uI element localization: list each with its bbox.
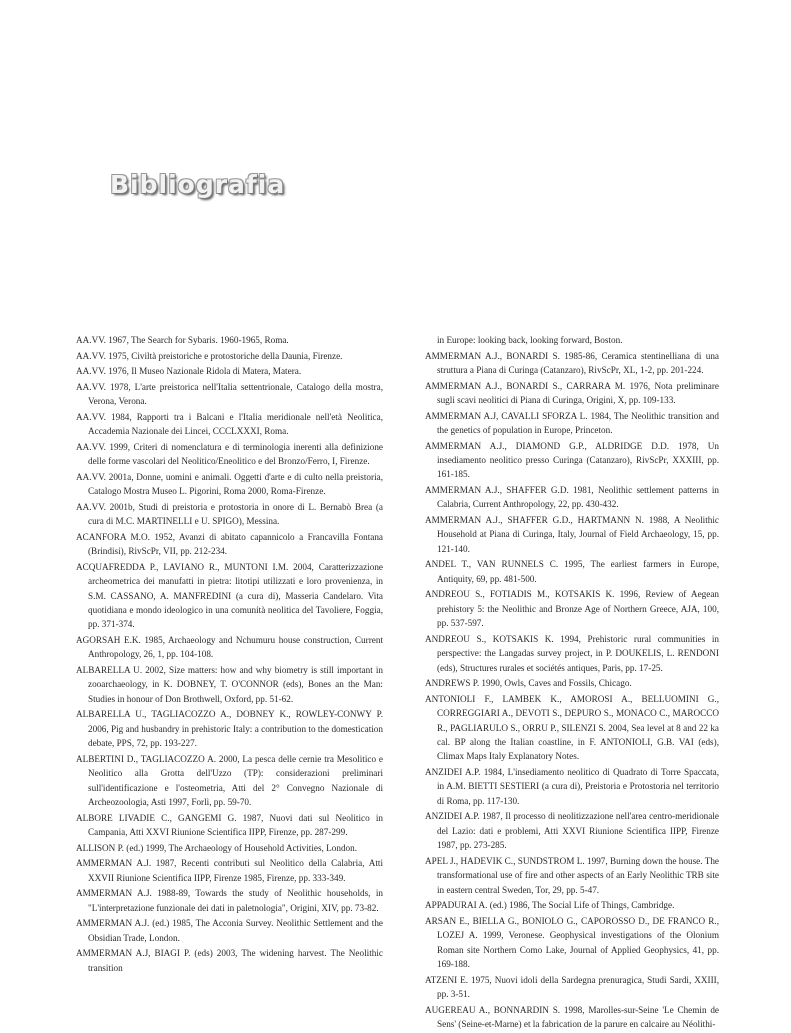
bibliography-column-left <box>76 333 383 976</box>
bibliography-column-right <box>425 333 719 1033</box>
bib-entry: AA.VV. 1975, Civiltà preistoriche e protostoriche della Daunia, Firenze. <box>76 350 343 361</box>
bib-entry: ARSAN E., BIELLA G., BONIOLO G., CAPOROSSO D., DE FRANCO R., LOZEJ A. 1999, Veronese. Geophysical investigations of the Olonium Roman site Northern Como Lake, Journal of Applied Geophysics, 41, pp. 169-188. <box>425 915 719 970</box>
bib-entry: ACANFORA M.O. 1952, Avanzi di abitato capannicolo a Francavilla Fontana (Brindisi), RivScPr, VII, pp. 212-234. <box>76 531 383 557</box>
bib-entry: AA.VV. 2001b, Studi di preistoria e protostoria in onore di L. Bernabò Brea (a cura di M.C. MARTINELLI e U. SPIGO), Messina. <box>76 501 383 527</box>
bib-entry: ALBARELLA U., TAGLIACOZZO A., DOBNEY K., ROWLEY-CONWY P. 2006, Pig and husbandry in prehistoric Italy: a contribution to the domestication debate, PPS, 72, pp. 193-227. <box>76 709 383 749</box>
bib-entry: ACQUAFREDDA P., LAVIANO R., MUNTONI I.M. 2004, Caratterizzazione archeometrica dei manufatti in pietra: litotipi utilizzati e loro provenienza, in S.M. CASSANO, A. MANFREDINI (a cura di), Masseria Candelaro. Vita quotidiana e mondo ideologico in una comunità neolitica del Tavoliere, Foggia, pp. 371-374. <box>76 561 383 630</box>
bib-entry: ANZIDEI A.P. 1987, Il processo di neolitizzazione nell'area centro-meridionale del Lazio: dati e problemi, Atti XXVI Riunione Scientifica IIPP, Firenze 1987, pp. 273-285. <box>425 811 719 851</box>
bib-entry: ALBARELLA U. 2002, Size matters: how and why biometry is still important in zooarchaeology, in K. DOBNEY, T. O'CONNOR (eds), Bones an the Man: Studies in honour of Don Brothwell, Oxford, pp. 51-62. <box>76 665 383 704</box>
bib-entry: AMMERMAN A.J., BONARDI S. 1985-86, Ceramica stentinelliana di una struttura a Piana di Curinga (Catanzaro), RivScPr, XL, 1-2, pp. 201-224. <box>425 350 719 375</box>
bib-entry: APPADURAI A. (ed.) 1986, The Social Life of Things, Cambridge. <box>425 900 675 911</box>
bib-entry: AMMERMAN A.J., SHAFFER G.D., HARTMANN N. 1988, A Neolithic Household at Piana di Curinga, Italy, Journal of Field Archaeology, 15, pp. 121-140. <box>425 515 719 554</box>
bib-entry: AA.VV. 2001a, Donne, uomini e animali. Oggetti d'arte e di culto nella preistoria, Catalogo Mostra Museo L. Pigorini, Roma 2000, Roma-Firenze. <box>76 471 383 497</box>
bib-entry: ANDREWS P. 1990, Owls, Caves and Fossils, Chicago. <box>425 678 632 689</box>
bib-entry: AMMERMAN A.J., DIAMOND G.P., ALDRIDGE D.D. 1978, Un insediamento neolitico presso Curinga (Catanzaro), RivScPr, XXXIII, pp. 161-185. <box>425 440 719 480</box>
bib-entry: AA.VV. 1976, Il Museo Nazionale Ridola di Matera, Matera. <box>76 366 302 377</box>
bib-entry: AA.VV. 1978, L'arte preistorica nell'Italia settentrionale, Catalogo della mostra, Verona, Verona. <box>76 381 383 407</box>
bib-entry: APEL J., HADEVIK C., SUNDSTROM L. 1997, Burning down the house. The transformational use of fire and other aspects of an Early Neolithic TRB site in eastern central Sweden, Tor, 29, pp. 5-47. <box>425 855 719 895</box>
bib-entry: ALLISON P. (ed.) 1999, The Archaeology of Household Activities, London. <box>76 842 358 853</box>
page-title: Bibliografia <box>110 170 286 199</box>
bib-entry: AUGEREAU A., BONNARDIN S. 1998, Marolles-sur-Seine 'Le Chemin de Sens' (Seine-et-Marne) et la fabrication de la parure en calcaire au Néolithi- <box>425 1004 719 1030</box>
bib-entry: ANTONIOLI F., LAMBEK K., AMOROSI A., BELLUOMINI G., CORREGGIARI A., DEVOTI S., DEPURO S., MONACO C., MAROCCO R., PAGLIARULO S., ORRU P., SILENZI S. 2004, Sea level at 8 and 22 ka cal. BP along the Italian coastline, in F. ANTONIOLI, G.B. VAI (eds), Climax Maps Italy Explanatory Notes. <box>425 693 719 762</box>
bib-entry: ANZIDEI A.P. 1984, L'insediamento neolitico di Quadrato di Torre Spaccata, in A.M. BIETTI SESTIERI (a cura di), Preistoria e Protostoria nel territorio di Roma, pp. 117-130. <box>425 767 719 806</box>
bib-entry: ALBERTINI D., TAGLIACOZZO A. 2000, La pesca delle cernie tra Mesolitico e Neolitico alla Grotta dell'Uzzo (TP): considerazioni preliminari sull'identificazione e l'osteometria, Atti del 2° Convegno Nazionale di Archeozoologia, Asti 1997, Forlì, pp. 59-70. <box>76 753 383 808</box>
bib-entry: ALBORE LIVADIE C., GANGEMI G. 1987, Nuovi dati sul Neolitico in Campania, Atti XXVI Riunione Scientifica IIPP, Firenze, pp. 287-299. <box>76 812 383 838</box>
bib-entry: AA.VV. 1999, Criteri di nomenclatura e di terminologia inerenti alla definizione delle forme vascolari del Neolitico/Eneolitico e del Bronzo/Ferro, I, Firenze. <box>76 441 383 467</box>
bib-entry: AMMERMAN A.J., BONARDI S., CARRARA M. 1976, Nota preliminare sugli scavi neolitici di Piana di Curinga, Origini, X, pp. 109-133. <box>425 380 719 405</box>
bib-entry: AGORSAH E.K. 1985, Archaeology and Nchumuru house construction, Current Anthropology, 26, 1, pp. 104-108. <box>76 635 383 660</box>
bib-entry: ANDREOU S., KOTSAKIS K. 1994, Prehistoric rural communities in perspective: the Langadas survey project, in P. DOUKELIS, L. RENDONI (eds), Structures rurales et sociétés antiques, Paris, pp. 17-25. <box>425 633 719 673</box>
bib-entry: AMMERMAN A.J., SHAFFER G.D. 1981, Neolithic settlement patterns in Calabria, Current Anthropology, 22, pp. 430-432. <box>425 485 719 510</box>
bib-entry: AMMERMAN A.J, BIAGI P. (eds) 2003, The widening harvest. The Neolithic transition <box>76 948 383 973</box>
bib-entry: AMMERMAN A.J. 1988-89, Towards the study of Neolithic households, in "L'interpretazione funzionale dei dati in paletnologia", Origini, XIV, pp. 73-82. <box>76 888 383 913</box>
bib-entry: AMMERMAN A.J. (ed.) 1985, The Acconia Survey. Neolithic Settlement and the Obsidian Trade, London. <box>76 918 383 943</box>
bib-entry: ANDEL T., VAN RUNNELS C. 1995, The earliest farmers in Europe, Antiquity, 69, pp. 481-500. <box>425 559 719 584</box>
bib-entry-continuation: in Europe: looking back, looking forward, Boston. <box>437 335 623 345</box>
bib-entry: AA.VV. 1967, The Search for Sybaris. 1960-1965, Roma. <box>76 335 289 345</box>
bib-entry: ATZENI E. 1975, Nuovi idoli della Sardegna prenuragica, Studi Sardi, XXIII, pp. 3-51. <box>425 974 719 1000</box>
bib-entry: AMMERMAN A.J, CAVALLI SFORZA L. 1984, The Neolithic transition and the genetics of population in Europe, Princeton. <box>425 410 719 435</box>
bib-entry: AA.VV. 1984, Rapporti tra i Balcani e l'Italia meridionale nell'età Neolitica, Accademia Nazionale dei Lincei, CCCLXXXI, Roma. <box>76 411 383 437</box>
bib-entry: ANDREOU S., FOTIADIS M., KOTSAKIS K. 1996, Review of Aegean prehistory 5: the Neolithic and Bronze Age of Northern Greece, AJA, 100, pp. 537-597. <box>425 589 719 629</box>
bib-entry: AMMERMAN A.J. 1987, Recenti contributi sul Neolitico della Calabria, Atti XXVII Riunione Scientifica IIPP, Firenze 1985, Firenze, pp. 333-349. <box>76 858 383 883</box>
